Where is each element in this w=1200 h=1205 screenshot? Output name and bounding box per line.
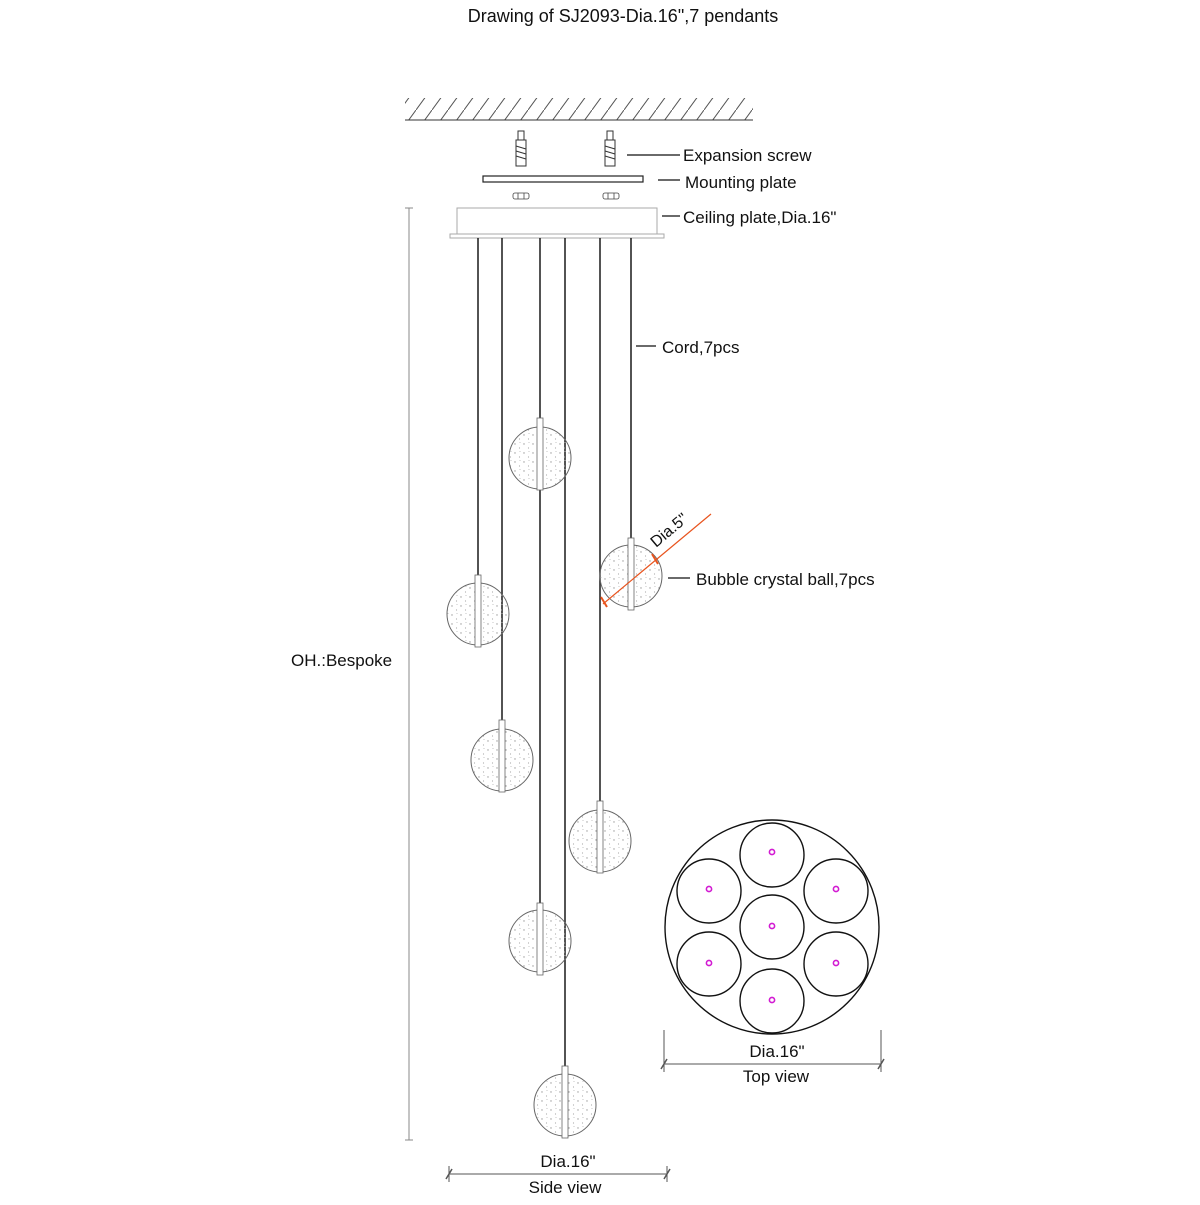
top-view-label: Top view [742,1067,810,1086]
mounting-plate [483,176,643,182]
cord-label: Cord,7pcs [662,338,740,357]
ceiling-hatch [405,98,753,120]
ball-diameter-label: Dia.5" [647,510,692,552]
expansion-screw-right [605,131,615,166]
expansion-screw-left [516,131,526,166]
pendant-ball-3 [447,575,509,647]
mounting-plate-label: Mounting plate [685,173,797,192]
ball-label: Bubble crystal ball,7pcs [696,570,875,589]
ceiling-plate [450,208,664,238]
overall-height-dimension [405,208,413,1140]
drawing-title: Drawing of SJ2093-Dia.16",7 pendants [467,6,779,26]
side-view-label: Side view [528,1178,602,1197]
ceiling-plate-label: Ceiling plate,Dia.16" [683,208,837,227]
top-dia-label: Dia.16" [749,1042,805,1061]
side-dia-label: Dia.16" [540,1152,596,1171]
pendant-ball-4 [471,720,533,792]
pendant-ball-5 [569,801,631,873]
pendant-ball-1 [509,418,571,490]
pendant-ball-6 [509,903,571,975]
mounting-nuts [513,193,619,199]
expansion-screw-label: Expansion screw [683,146,812,165]
overall-height-label: OH.:Bespoke [291,651,393,670]
pendant-ball-7 [534,1066,596,1138]
